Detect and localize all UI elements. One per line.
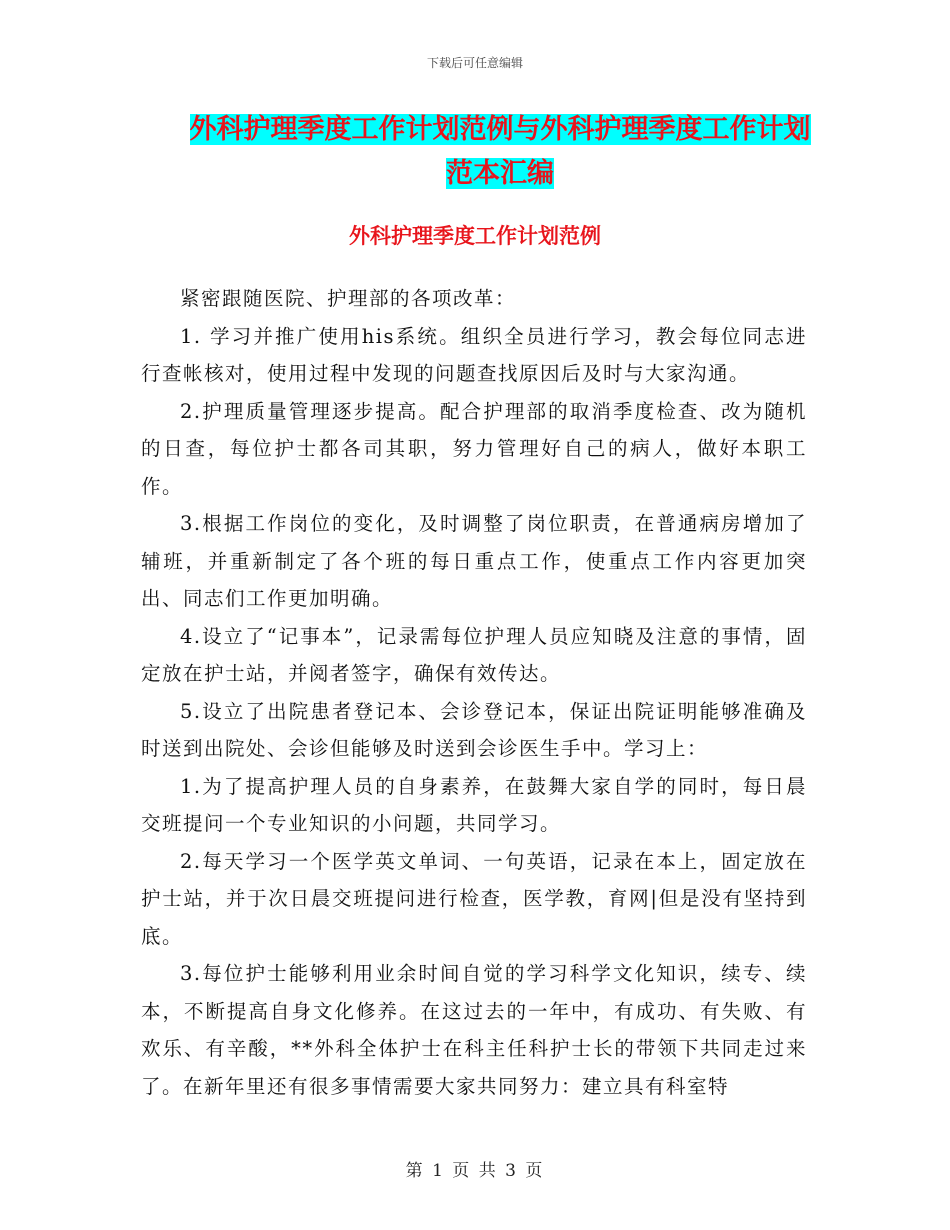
page-footer: 第 1 页 共 3 页 (405, 1161, 545, 1181)
paragraph: 3.每位护士能够利用业余时间自觉的学习科学文化知识，续专、续本，不断提高自身文化修养。在这过去的一年中，有成功、有失败、有欢乐、有辛酸，**外科全体护士在科主任科护士长的带领下共同走过来了。在新年里还有很多事情需要大家共同努力：建立具有科室特 (141, 962, 807, 1098)
title-line-1: 外科护理季度工作计划范例与外科护理季度工作计划 (189, 114, 811, 145)
paragraph: 4.设立了“记事本”，记录需每位护理人员应知晓及注意的事情，固定放在护士站，并阅者签字，确保有效传达。 (141, 624, 807, 685)
paragraph: 1. 学习并推广使用his系统。组织全员进行学习，教会每位同志进行查帐核对，使用过程中发现的问题查找原因后及时与大家沟通。 (141, 324, 807, 385)
title-line-2: 范本汇编 (446, 158, 554, 189)
paragraph: 1.为了提高护理人员的自身素养，在鼓舞大家自学的同时，每日晨交班提问一个专业知识的小问题，共同学习。 (141, 774, 807, 835)
document-title (120, 108, 880, 196)
paragraph: 5.设立了出院患者登记本、会诊登记本，保证出院证明能够准确及时送到出院处、会诊但能够及时送到会诊医生手中。学习上： (141, 699, 807, 760)
document-body (141, 280, 807, 1105)
paragraph: 紧密跟随医院、护理部的各项改革： (180, 287, 517, 310)
paragraph: 2.每天学习一个医学英文单词、一句英语，记录在本上，固定放在护士站，并于次日晨交班提问进行检查，医学教，育网|但是没有坚持到底。 (141, 849, 807, 948)
paragraph: 3.根据工作岗位的变化，及时调整了岗位职责，在普通病房增加了辅班，并重新制定了各个班的每日重点工作，使重点工作内容更加突出、同志们工作更加明确。 (141, 512, 807, 610)
section-title: 外科护理季度工作计划范例 (349, 223, 601, 248)
header-note: 下载后可任意编辑 (426, 56, 523, 70)
paragraph: 2.护理质量管理逐步提高。配合护理部的取消季度检查、改为随机的日查，每位护士都各司其职，努力管理好自己的病人，做好本职工作。 (141, 399, 807, 498)
